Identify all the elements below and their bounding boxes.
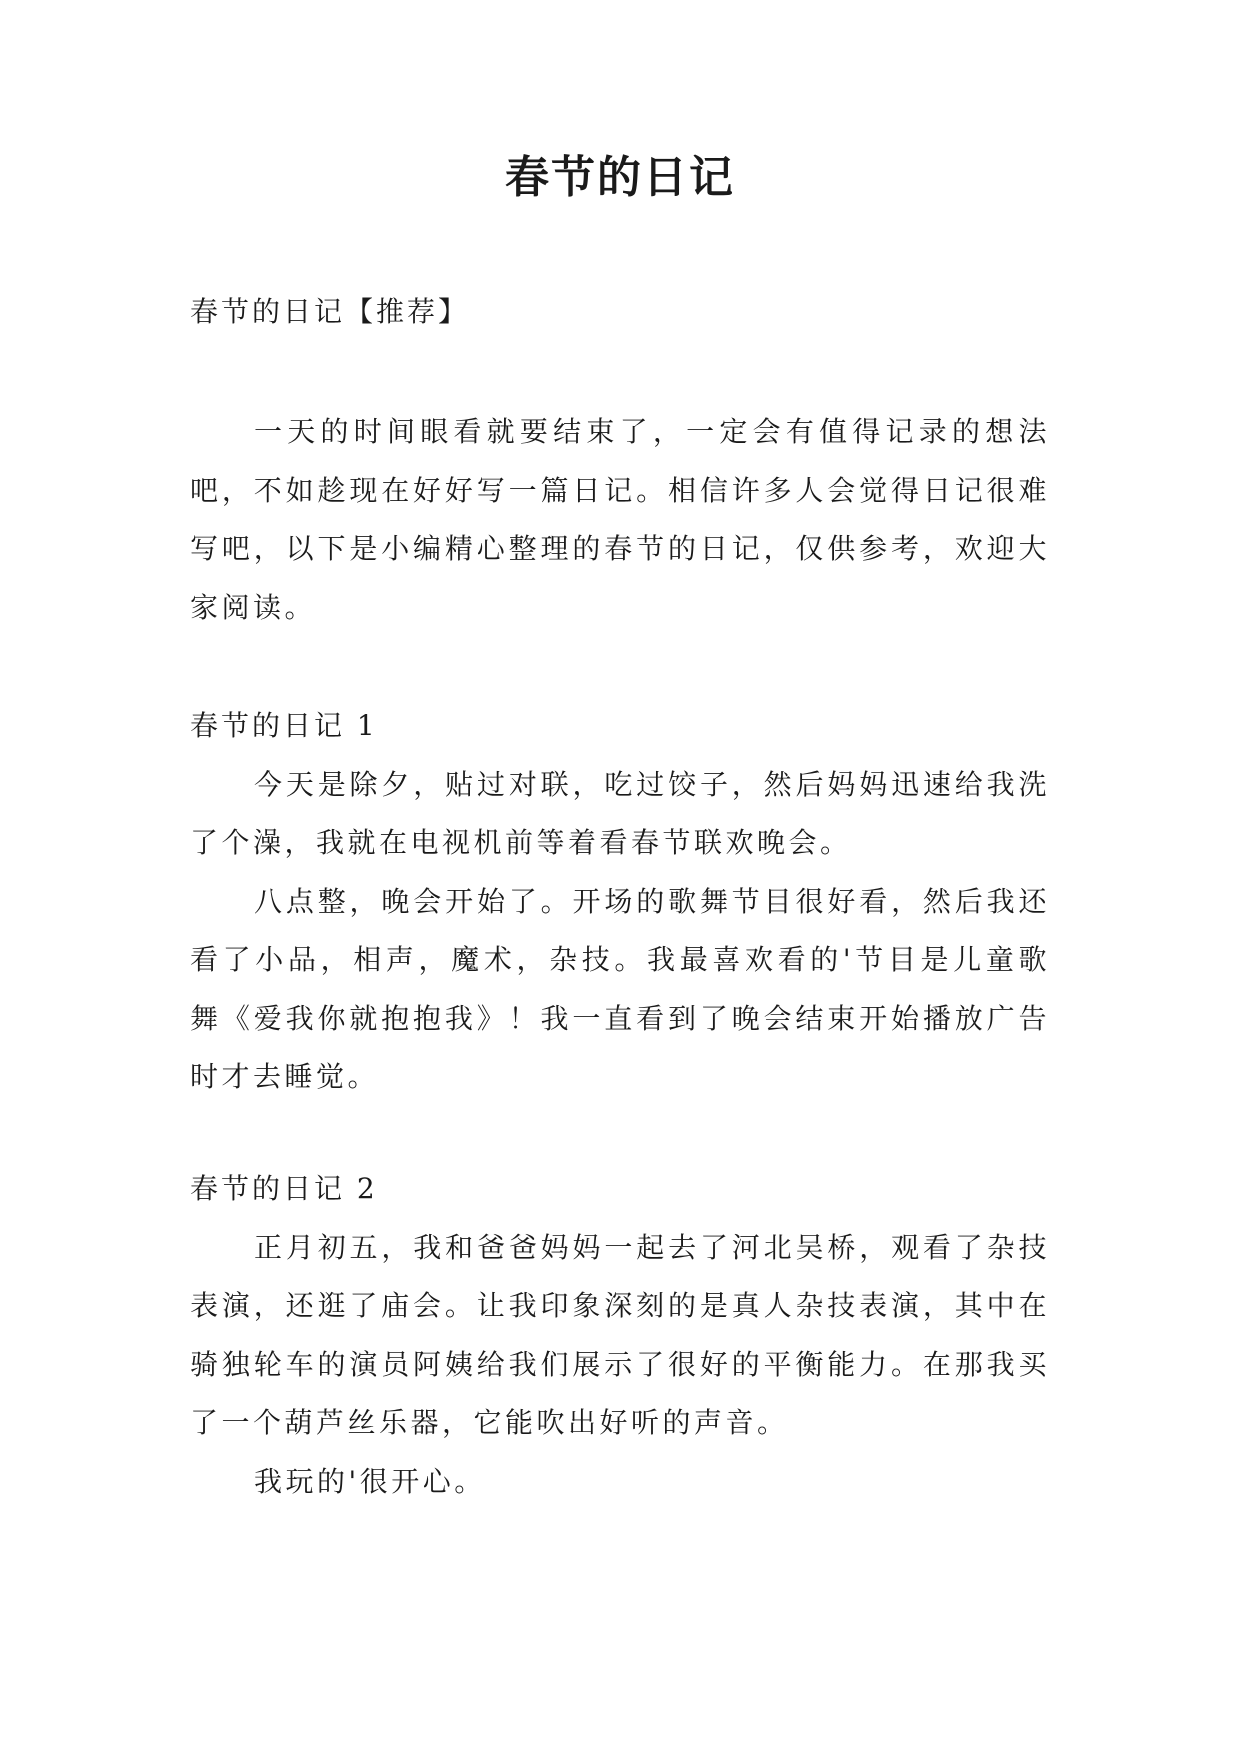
section-paragraph: 八点整，晚会开始了。开场的歌舞节目很好看，然后我还看了小品，相声，魔术，杂技。我最喜欢看的'节目是儿童歌舞《爱我你就抱抱我》！我一直看到了晚会结束开始播放广告时才去睡觉。 xyxy=(190,884,1050,1093)
document-subtitle: 春节的日记【推荐】 xyxy=(190,295,470,328)
diary-section-2 xyxy=(190,1160,1050,1511)
section-paragraph: 今天是除夕，贴过对联，吃过饺子，然后妈妈迅速给我洗了个澡，我就在电视机前等着看春节联欢晚会。 xyxy=(190,767,1050,859)
section-paragraph: 正月初五，我和爸爸妈妈一起去了河北吴桥，观看了杂技表演，还逛了庙会。让我印象深刻的是真人杂技表演，其中在骑独轮车的演员阿姨给我们展示了很好的平衡能力。在那我买了一个葫芦丝乐器，它能吹出好听的声音。 xyxy=(190,1230,1050,1439)
document-title: 春节的日记 xyxy=(505,152,735,203)
intro-block xyxy=(190,403,1050,637)
diary-section-1 xyxy=(190,697,1050,1107)
section-heading: 春节的日记 2 xyxy=(190,1172,378,1205)
section-paragraph: 我玩的'很开心。 xyxy=(254,1464,486,1498)
intro-paragraph: 一天的时间眼看就要结束了，一定会有值得记录的想法吧，不如趁现在好好写一篇日记。相信许多人会觉得日记很难写吧，以下是小编精心整理的春节的日记，仅供参考，欢迎大家阅读。 xyxy=(190,415,1050,624)
section-heading: 春节的日记 1 xyxy=(190,709,378,742)
